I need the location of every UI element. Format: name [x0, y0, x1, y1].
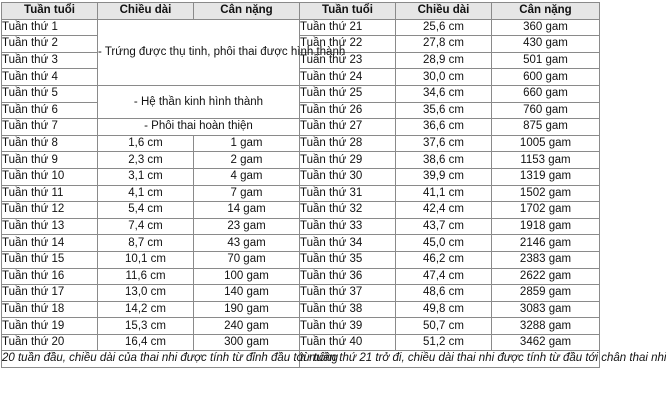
week-cell: Tuần thứ 9	[2, 152, 98, 169]
length-cell: 49,8 cm	[396, 301, 492, 318]
week-cell: Tuần thứ 5	[2, 85, 98, 102]
weight-cell: 1 gam	[194, 135, 300, 152]
table-row	[2, 285, 600, 302]
week-cell: Tuần thứ 27	[300, 119, 396, 136]
week-cell: Tuần thứ 19	[2, 318, 98, 335]
weight-cell: 3288 gam	[492, 318, 600, 335]
weight-cell: 501 gam	[492, 52, 600, 69]
length-cell: 45,0 cm	[396, 235, 492, 252]
weight-cell: 430 gam	[492, 36, 600, 53]
length-cell: 25,6 cm	[396, 19, 492, 36]
week-cell: Tuần thứ 2	[2, 36, 98, 53]
left-week-header: Tuần tuổi	[2, 3, 98, 20]
length-cell: 42,4 cm	[396, 202, 492, 219]
length-cell: 28,9 cm	[396, 52, 492, 69]
table-row	[2, 235, 600, 252]
length-cell: 13,0 cm	[98, 285, 194, 302]
weight-cell: 300 gam	[194, 334, 300, 351]
week-cell: Tuần thứ 18	[2, 301, 98, 318]
week-cell: Tuần thứ 31	[300, 185, 396, 202]
header-row	[2, 3, 600, 20]
length-cell: 38,6 cm	[396, 152, 492, 169]
weight-cell: 1918 gam	[492, 218, 600, 235]
table-row	[2, 218, 600, 235]
table-row	[2, 301, 600, 318]
weight-cell: 1005 gam	[492, 135, 600, 152]
weight-cell: 70 gam	[194, 251, 300, 268]
week-cell: Tuần thứ 6	[2, 102, 98, 119]
table-row	[2, 36, 600, 53]
table-row	[2, 251, 600, 268]
weight-cell: 4 gam	[194, 168, 300, 185]
weight-cell: 1702 gam	[492, 202, 600, 219]
length-cell: 48,6 cm	[396, 285, 492, 302]
paired-rows	[2, 135, 600, 351]
table-row	[2, 52, 600, 69]
table-row	[2, 69, 600, 86]
table-row	[2, 168, 600, 185]
left-footnote: 20 tuần đầu, chiều dài của thai nhi được tính từ đỉnh đầu tới mông	[2, 351, 300, 368]
weight-cell: 1502 gam	[492, 185, 600, 202]
week-cell: Tuần thứ 12	[2, 202, 98, 219]
weight-cell: 1319 gam	[492, 168, 600, 185]
length-cell: 43,7 cm	[396, 218, 492, 235]
weight-cell: 3462 gam	[492, 334, 600, 351]
table-row	[2, 152, 600, 169]
weight-cell: 7 gam	[194, 185, 300, 202]
weight-cell: 2146 gam	[492, 235, 600, 252]
length-cell: 7,4 cm	[98, 218, 194, 235]
weight-cell: 23 gam	[194, 218, 300, 235]
table-row	[2, 85, 600, 102]
weight-cell: 3083 gam	[492, 301, 600, 318]
fetal-growth-sheet	[0, 2, 666, 368]
weight-cell: 1153 gam	[492, 152, 600, 169]
week-cell: Tuần thứ 34	[300, 235, 396, 252]
length-cell: 37,6 cm	[396, 135, 492, 152]
week-cell: Tuần thứ 26	[300, 102, 396, 119]
left-weight-header: Cân nặng	[194, 3, 300, 20]
weight-cell: 190 gam	[194, 301, 300, 318]
weight-cell: 2 gam	[194, 152, 300, 169]
week-cell: Tuần thứ 15	[2, 251, 98, 268]
table-row	[2, 102, 600, 119]
week-cell: Tuần thứ 23	[300, 52, 396, 69]
embryo-complete-note: - Phôi thai hoàn thiện	[98, 119, 300, 136]
table-row	[2, 334, 600, 351]
week-cell: Tuần thứ 13	[2, 218, 98, 235]
weight-cell: 2859 gam	[492, 285, 600, 302]
weight-cell: 43 gam	[194, 235, 300, 252]
week-cell: Tuần thứ 38	[300, 301, 396, 318]
weight-cell: 600 gam	[492, 69, 600, 86]
weight-cell: 2383 gam	[492, 251, 600, 268]
length-cell: 47,4 cm	[396, 268, 492, 285]
right-weight-header: Cân nặng	[492, 3, 600, 20]
week-cell: Tuần thứ 33	[300, 218, 396, 235]
length-cell: 11,6 cm	[98, 268, 194, 285]
footnote-row	[2, 351, 600, 368]
week-cell: Tuần thứ 17	[2, 285, 98, 302]
length-cell: 2,3 cm	[98, 152, 194, 169]
table-row	[2, 318, 600, 335]
table-row	[2, 202, 600, 219]
length-cell: 14,2 cm	[98, 301, 194, 318]
length-cell: 1,6 cm	[98, 135, 194, 152]
length-cell: 3,1 cm	[98, 168, 194, 185]
weight-cell: 240 gam	[194, 318, 300, 335]
week-cell: Tuần thứ 28	[300, 135, 396, 152]
length-cell: 39,9 cm	[396, 168, 492, 185]
right-footnote: từ tuần thứ 21 trở đi, chiều dài thai nhi được tính từ đầu tới chân thai nhi	[300, 351, 600, 368]
length-cell: 46,2 cm	[396, 251, 492, 268]
weight-cell: 660 gam	[492, 85, 600, 102]
week-cell: Tuần thứ 29	[300, 152, 396, 169]
table-row	[2, 135, 600, 152]
length-cell: 35,6 cm	[396, 102, 492, 119]
week-cell: Tuần thứ 3	[2, 52, 98, 69]
fetal-growth-table	[1, 2, 666, 368]
length-cell: 10,1 cm	[98, 251, 194, 268]
length-cell: 16,4 cm	[98, 334, 194, 351]
weight-cell: 100 gam	[194, 268, 300, 285]
week-cell: Tuần thứ 37	[300, 285, 396, 302]
week-cell: Tuần thứ 25	[300, 85, 396, 102]
table-row	[2, 19, 600, 36]
length-cell: 34,6 cm	[396, 85, 492, 102]
weight-cell: 140 gam	[194, 285, 300, 302]
week-cell: Tuần thứ 4	[2, 69, 98, 86]
week-cell: Tuần thứ 32	[300, 202, 396, 219]
weight-cell: 2622 gam	[492, 268, 600, 285]
week-cell: Tuần thứ 21	[300, 19, 396, 36]
table-row	[2, 185, 600, 202]
week-cell: Tuần thứ 8	[2, 135, 98, 152]
week-cell: Tuần thứ 39	[300, 318, 396, 335]
week-cell: Tuần thứ 1	[2, 19, 98, 36]
week-cell: Tuần thứ 24	[300, 69, 396, 86]
week-cell: Tuần thứ 11	[2, 185, 98, 202]
length-cell: 4,1 cm	[98, 185, 194, 202]
week-cell: Tuần thứ 30	[300, 168, 396, 185]
length-cell: 8,7 cm	[98, 235, 194, 252]
length-cell: 51,2 cm	[396, 334, 492, 351]
week-cell: Tuần thứ 10	[2, 168, 98, 185]
right-week-header: Tuần tuổi	[300, 3, 396, 20]
length-cell: 41,1 cm	[396, 185, 492, 202]
week-cell: Tuần thứ 16	[2, 268, 98, 285]
weight-cell: 360 gam	[492, 19, 600, 36]
week-cell: Tuần thứ 35	[300, 251, 396, 268]
length-cell: 27,8 cm	[396, 36, 492, 53]
table-row	[2, 119, 600, 136]
nervous-system-note: - Hệ thần kinh hình thành	[98, 85, 300, 118]
table-row	[2, 268, 600, 285]
weight-cell: 14 gam	[194, 202, 300, 219]
left-length-header: Chiều dài	[98, 3, 194, 20]
week-cell: Tuần thứ 40	[300, 334, 396, 351]
week-cell: Tuần thứ 14	[2, 235, 98, 252]
week-cell: Tuần thứ 20	[2, 334, 98, 351]
embryo-formation-note: - Trứng được thụ tinh, phôi thai được hình thành	[98, 19, 300, 85]
length-cell: 30,0 cm	[396, 69, 492, 86]
right-length-header: Chiều dài	[396, 3, 492, 20]
length-cell: 50,7 cm	[396, 318, 492, 335]
weight-cell: 875 gam	[492, 119, 600, 136]
week-cell: Tuần thứ 22	[300, 36, 396, 53]
length-cell: 36,6 cm	[396, 119, 492, 136]
week-cell: Tuần thứ 36	[300, 268, 396, 285]
length-cell: 15,3 cm	[98, 318, 194, 335]
week-cell: Tuần thứ 7	[2, 119, 98, 136]
weight-cell: 760 gam	[492, 102, 600, 119]
length-cell: 5,4 cm	[98, 202, 194, 219]
